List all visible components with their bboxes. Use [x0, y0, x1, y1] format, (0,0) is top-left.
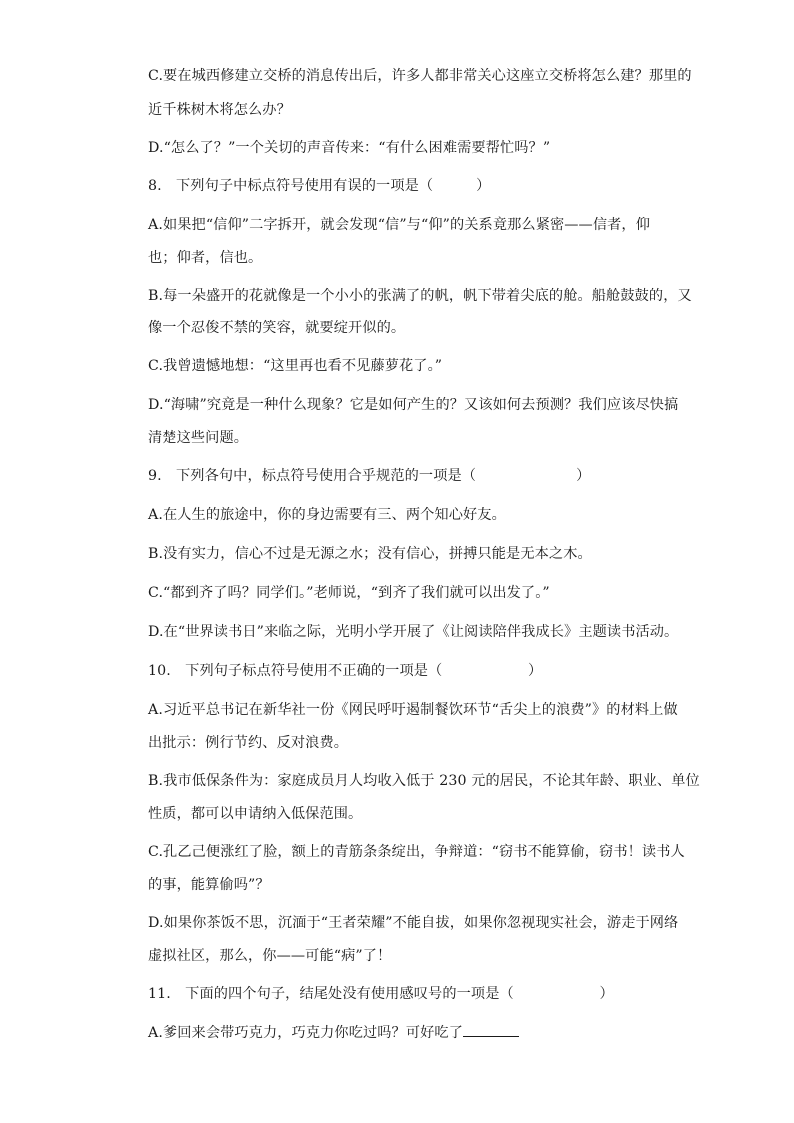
- q11-option-a-text: A.爹回来会带巧克力，巧克力你吃过吗？可好吃了: [148, 1025, 463, 1041]
- q9-option-d: D.在“世界读书日”来临之际，光明小学开展了《让阅读陪伴我成长》主题读书活动。: [148, 624, 679, 640]
- q10-option-c-line-2: 的事，能算偷吗”？: [148, 877, 270, 893]
- q8-option-b-line-2: 像一个忍俊不禁的笑容，就要绽开似的。: [148, 320, 406, 336]
- question-8: 8. 下列句子中标点符号使用有误的一项是（ ）: [148, 178, 491, 194]
- q10-option-a-line-2: 出批示：例行节约、反对浪费。: [148, 735, 349, 751]
- option-c-line-1: C.要在城西修建立交桥的消息传出后，许多人都非常关心这座立交桥将怎么建？那里的: [148, 68, 692, 84]
- question-10: 10. 下列句子标点符号使用不正确的一项是（ ）: [148, 663, 543, 679]
- option-d-line: D.“怎么了？”一个关切的声音传来：“有什么困难需要帮忙吗？”: [148, 140, 551, 156]
- q10-option-a-line-1: A.习近平总书记在新华社一份《网民呼吁遏制餐饮环节“舌尖上的浪费”》的材料上做: [148, 702, 678, 718]
- q10-option-c-line-1: C.孔乙己便涨红了脸，额上的青筋条条绽出，争辩道：“窃书不能算偷，窃书！读书人: [148, 844, 685, 860]
- q8-option-d-line-2: 清楚这些问题。: [148, 430, 249, 446]
- q10-option-b-line-1: B.我市低保条件为：家庭成员月人均收入低于 230 元的居民，不论其年龄、职业、单位: [148, 773, 700, 789]
- q8-option-d-line-1: D.“海啸”究竟是一种什么现象？它是如何产生的？又该如何去预测？我们应该尽快搞: [148, 397, 679, 413]
- q9-option-b: B.没有实力，信心不过是无源之水；没有信心，拼搏只能是无本之木。: [148, 546, 592, 562]
- answer-blank: [463, 1024, 519, 1037]
- q11-option-a: [148, 1024, 688, 1042]
- q8-option-b-line-1: B.每一朵盛开的花就像是一个小小的张满了的帆，帆下带着尖底的舱。船舱鼓鼓的，又: [148, 288, 692, 304]
- q10-option-b-line-2: 性质，都可以申请纳入低保范围。: [148, 806, 363, 822]
- q8-option-a-line-2: 也；仰者，信也。: [148, 250, 263, 266]
- question-9: 9. 下列各句中，标点符号使用合乎规范的一项是（ ）: [148, 468, 591, 484]
- q9-option-a: A.在人生的旅途中，你的身边需要有三、两个知心好友。: [148, 507, 506, 523]
- q8-option-a-line-1: A.如果把“信仰”二字拆开，就会发现“信”与“仰”的关系竟那么紧密——信者，仰: [148, 217, 650, 233]
- q10-option-d-line-2: 虚拟社区，那么，你——可能“病”了！: [148, 948, 392, 964]
- q8-option-c: C.我曾遗憾地想：“这里再也看不见藤萝花了。”: [148, 358, 443, 374]
- option-c-line-2: 近千株树木将怎么办？: [148, 102, 291, 118]
- q10-option-d-line-1: D.如果你茶饭不思，沉湎于“王者荣耀”不能自拔，如果你忽视现实社会，游走于网络: [148, 915, 679, 931]
- question-11: 11. 下面的四个句子，结尾处没有使用感叹号的一项是（ ）: [148, 986, 614, 1002]
- q9-option-c: C.“都到齐了吗？同学们。”老师说，“到齐了我们就可以出发了。”: [148, 585, 550, 601]
